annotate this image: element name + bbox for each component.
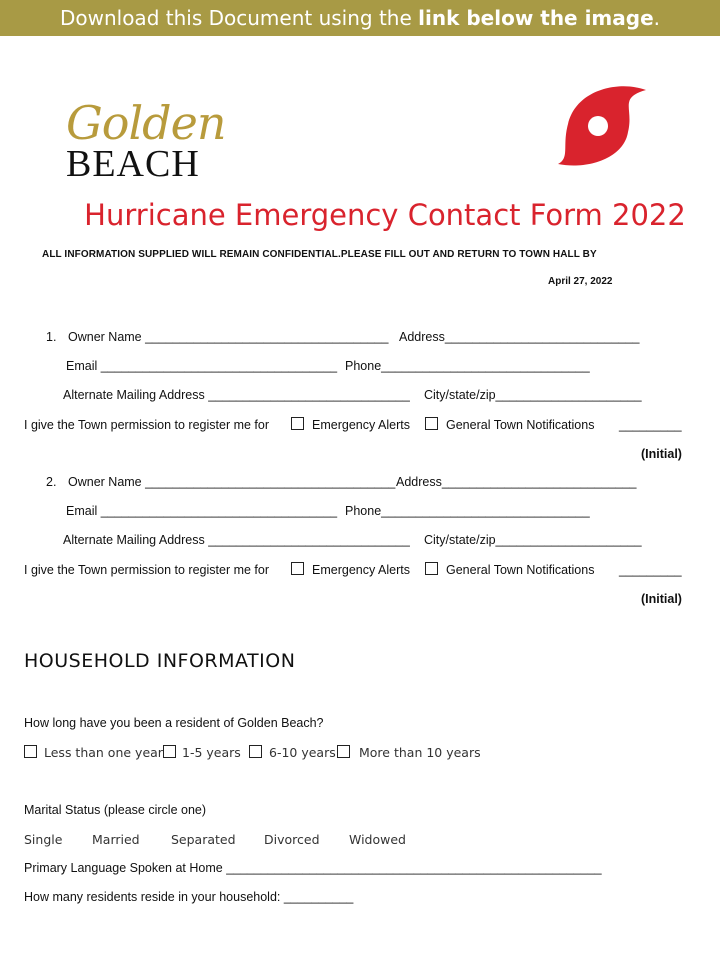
banner-suffix: . — [653, 6, 661, 30]
owner1-emergency-label: Emergency Alerts — [312, 418, 410, 432]
confidential-notice: ALL INFORMATION SUPPLIED WILL REMAIN CONFIDENTIAL.PLEASE FILL OUT AND RETURN TO TOWN HALL BY — [42, 249, 597, 260]
owner1-general-label: General Town Notifications — [446, 418, 595, 432]
resident-option-checkbox[interactable] — [163, 745, 176, 758]
resident-option-label: Less than one year — [44, 745, 163, 760]
resident-question: How long have you been a resident of Golden Beach? — [24, 716, 324, 730]
owner2-number: 2. — [46, 475, 57, 489]
banner-link-text[interactable]: link below the image — [418, 6, 654, 30]
marital-option[interactable]: Married — [92, 832, 140, 847]
owner1-alt-mailing-field[interactable]: Alternate Mailing Address _____________________________ — [63, 388, 410, 402]
owner1-initial-label: (Initial) — [641, 447, 682, 461]
owner2-general-label: General Town Notifications — [446, 563, 595, 577]
owner1-emergency-checkbox[interactable] — [291, 417, 304, 430]
logo-golden: Golden — [66, 96, 226, 150]
resident-option-checkbox[interactable] — [24, 745, 37, 758]
household-residents-field[interactable]: How many residents reside in your household: __________ — [24, 890, 354, 904]
owner2-initial-label: (Initial) — [641, 592, 682, 606]
resident-option-label: 6-10 years — [269, 745, 336, 760]
resident-option-label: 1-5 years — [182, 745, 241, 760]
owner2-emergency-label: Emergency Alerts — [312, 563, 410, 577]
page-title: Hurricane Emergency Contact Form 2022 — [84, 198, 686, 232]
owner2-name-field[interactable]: Owner Name ____________________________________ — [68, 475, 396, 489]
owner2-email-field[interactable]: Email __________________________________ — [66, 504, 338, 518]
marital-option[interactable]: Separated — [171, 832, 236, 847]
marital-option[interactable]: Widowed — [349, 832, 406, 847]
owner1-initial-field[interactable]: _________ — [619, 418, 682, 432]
owner1-phone-field[interactable]: Phone______________________________ — [345, 359, 590, 373]
due-date: April 27, 2022 — [548, 276, 613, 287]
resident-option-label: More than 10 years — [359, 745, 481, 760]
resident-option-checkbox[interactable] — [337, 745, 350, 758]
owner2-city-field[interactable]: City/state/zip_____________________ — [424, 533, 642, 547]
owner1-address-field[interactable]: Address____________________________ — [399, 330, 640, 344]
marital-option[interactable]: Divorced — [264, 832, 320, 847]
household-heading: HOUSEHOLD INFORMATION — [24, 650, 296, 672]
hurricane-icon — [548, 84, 648, 168]
download-banner — [0, 0, 720, 36]
owner2-general-checkbox[interactable] — [425, 562, 438, 575]
owner2-initial-field[interactable]: _________ — [619, 563, 682, 577]
owner1-general-checkbox[interactable] — [425, 417, 438, 430]
owner1-email-field[interactable]: Email __________________________________ — [66, 359, 338, 373]
resident-option-checkbox[interactable] — [249, 745, 262, 758]
golden-beach-logo — [44, 96, 226, 186]
logo-beach: BEACH — [66, 143, 200, 185]
owner2-address-field[interactable]: Address____________________________ — [396, 475, 637, 489]
owner2-alt-mailing-field[interactable]: Alternate Mailing Address _____________________________ — [63, 533, 410, 547]
banner-prefix: Download this Document using the — [59, 6, 412, 30]
marital-option[interactable]: Single — [24, 832, 63, 847]
owner2-permission-label: I give the Town permission to register me for — [24, 563, 270, 577]
owner2-phone-field[interactable]: Phone______________________________ — [345, 504, 590, 518]
owner1-number: 1. — [46, 330, 57, 344]
marital-question: Marital Status (please circle one) — [24, 803, 207, 817]
owner1-permission-label: I give the Town permission to register me for — [24, 418, 270, 432]
owner1-city-field[interactable]: City/state/zip_____________________ — [424, 388, 642, 402]
owner1-name-field[interactable]: Owner Name ___________________________________ — [68, 330, 389, 344]
primary-language-field[interactable]: Primary Language Spoken at Home ______________________________________________________ — [24, 861, 602, 875]
owner2-emergency-checkbox[interactable] — [291, 562, 304, 575]
